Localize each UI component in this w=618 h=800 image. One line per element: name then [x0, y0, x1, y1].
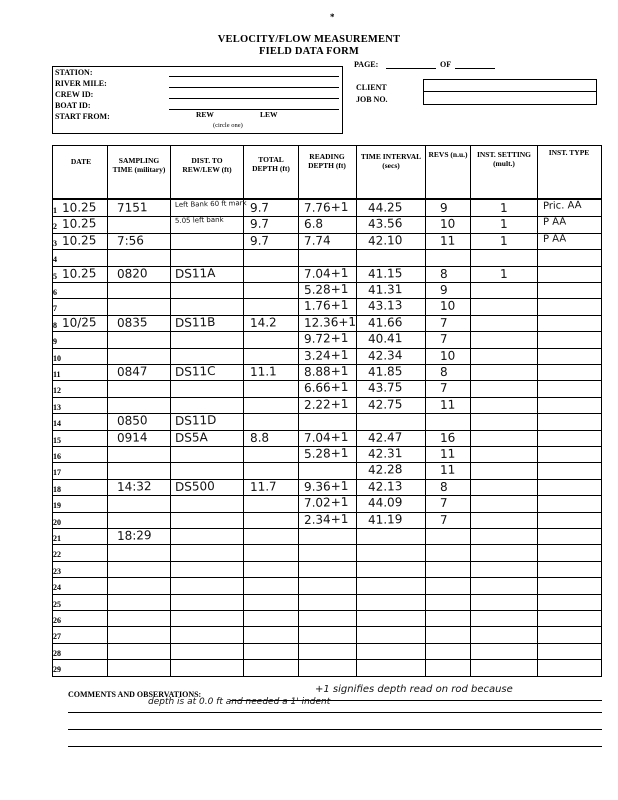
row-number: 12 [53, 386, 61, 395]
col-header-date: DATE [70, 157, 92, 166]
col-header-time-interval: TIME INTERVAL (secs) [360, 152, 422, 170]
cell-interval[interactable]: 42.75 [367, 397, 403, 412]
cell-setting[interactable]: 1 [499, 233, 508, 248]
boat-id-label: BOAT ID: [55, 101, 91, 110]
row-number: 14 [53, 419, 61, 428]
client-job-divider [424, 91, 596, 92]
cell-reading[interactable]: 7.74 [303, 233, 331, 248]
cell-reading[interactable]: 2.34+1 [303, 511, 349, 527]
cell-revs[interactable]: 10 [439, 298, 456, 313]
row-number: 1 [53, 206, 57, 215]
station-field[interactable] [169, 76, 339, 77]
cell-revs[interactable]: 7 [439, 512, 448, 527]
cell-revs[interactable]: 11 [439, 397, 456, 412]
comment-line[interactable] [68, 746, 602, 747]
row-line [52, 216, 601, 217]
cell-revs[interactable]: 11 [439, 233, 456, 248]
col-header-total-depth: TOTAL DEPTH (ft) [252, 155, 290, 173]
row-line [52, 544, 601, 545]
cell-date[interactable]: 10.25 [61, 216, 97, 231]
cell-total[interactable]: 14.2 [249, 315, 277, 330]
row-number: 9 [53, 337, 57, 346]
row-number: 23 [53, 567, 61, 576]
cell-interval[interactable]: 42.47 [367, 430, 403, 445]
cell-reading[interactable]: 2.22+1 [303, 396, 349, 412]
cell-total[interactable]: 11.7 [249, 479, 277, 494]
col-divider [107, 145, 108, 676]
cell-reading[interactable]: 3.24+1 [303, 347, 349, 363]
cell-type[interactable]: P AA [542, 233, 567, 245]
cell-revs[interactable]: 7 [439, 495, 448, 510]
row-line [52, 577, 601, 578]
cell-interval[interactable]: 41.66 [367, 315, 403, 330]
row-line [52, 594, 601, 595]
cell-interval[interactable]: 40.41 [367, 331, 403, 346]
cell-revs[interactable]: 16 [439, 430, 456, 445]
cell-interval[interactable]: 43.75 [367, 380, 403, 395]
cell-dist[interactable]: DS11D [174, 412, 217, 428]
row-line [52, 659, 601, 660]
cell-revs[interactable]: 11 [439, 462, 456, 477]
row-number: 29 [53, 665, 61, 674]
cell-interval[interactable]: 42.13 [367, 479, 403, 494]
row-line [52, 462, 601, 463]
row-number: 28 [53, 649, 61, 658]
cell-interval[interactable]: 41.19 [367, 512, 403, 527]
row-number: 5 [53, 272, 57, 281]
form-subtitle: FIELD DATA FORM [258, 46, 360, 57]
station-label: STATION: [55, 68, 93, 77]
comment-text-2: depth is at 0.0 ft and needed a 1' indent [148, 697, 331, 707]
cell-date[interactable]: 10.25 [61, 233, 97, 248]
river-mile-field[interactable] [169, 87, 339, 88]
row-number: 15 [53, 436, 61, 445]
cell-interval[interactable]: 41.31 [367, 282, 403, 297]
cell-revs[interactable]: 7 [439, 315, 448, 330]
cell-reading[interactable]: 5.28+1 [303, 445, 349, 461]
col-header-revs: REVS (n.u.) [428, 150, 468, 159]
cell-reading[interactable]: 7.76+1 [303, 199, 349, 215]
cell-time[interactable]: 0820 [116, 266, 148, 281]
comments-label: COMMENTS AND OBSERVATIONS: [68, 690, 202, 699]
cell-reading[interactable]: 7.04+1 [303, 265, 349, 281]
cell-time[interactable]: 0914 [116, 430, 148, 445]
row-number: 17 [53, 468, 61, 477]
cell-time[interactable]: 0835 [116, 315, 148, 330]
cell-interval[interactable]: 44.09 [367, 495, 403, 510]
cell-interval[interactable]: 41.15 [367, 266, 403, 281]
cell-setting[interactable]: 1 [499, 200, 508, 215]
comment-line[interactable] [68, 729, 602, 730]
col-divider [243, 145, 244, 676]
cell-revs[interactable]: 10 [439, 216, 456, 231]
row-number: 6 [53, 288, 57, 297]
cell-revs[interactable]: 9 [439, 282, 448, 297]
cell-interval[interactable]: 44.25 [367, 200, 403, 215]
row-number: 20 [53, 518, 61, 527]
cell-dist[interactable]: DS5A [174, 430, 208, 445]
cell-dist[interactable]: Left Bank 60 ft mark [174, 199, 247, 209]
boat-id-field[interactable] [169, 109, 339, 110]
row-line [52, 643, 601, 644]
row-number: 13 [53, 403, 61, 412]
cell-interval[interactable]: 43.13 [367, 298, 403, 313]
cell-reading[interactable]: 8.88+1 [303, 363, 349, 379]
row-line [52, 249, 601, 250]
col-divider [470, 145, 471, 676]
cell-revs[interactable]: 11 [439, 446, 456, 461]
cell-dist[interactable]: 5.05 left bank [174, 215, 224, 225]
cell-interval[interactable]: 42.31 [367, 446, 403, 461]
of-label: OF [440, 60, 452, 69]
comment-line[interactable] [68, 712, 602, 713]
row-number: 10 [53, 354, 61, 363]
cell-date[interactable]: 10/25 [61, 315, 97, 330]
client-label: CLIENT [356, 83, 387, 92]
cell-dist[interactable]: DS11A [174, 265, 216, 281]
row-number: 22 [53, 550, 61, 559]
row-number: 27 [53, 632, 61, 641]
cell-reading[interactable]: 7.02+1 [303, 494, 349, 510]
cell-dist[interactable]: DS11B [174, 314, 216, 330]
col-header-reading-depth: READING DEPTH (ft) [308, 152, 346, 170]
col-divider [170, 145, 171, 676]
form-title: VELOCITY/FLOW MEASUREMENT [217, 34, 401, 45]
start-from-label: START FROM: [55, 112, 110, 121]
cell-reading[interactable]: 9.72+1 [303, 330, 349, 346]
cell-interval[interactable]: 42.10 [367, 233, 403, 248]
cell-time[interactable]: 0850 [116, 413, 148, 428]
row-number: 3 [53, 239, 57, 248]
row-number: 25 [53, 600, 61, 609]
circle-one-hint: (circle one) [213, 122, 243, 129]
cell-time[interactable]: 7151 [116, 200, 148, 215]
lew-option[interactable]: LEW [260, 110, 278, 119]
comment-text-1: +1 signifies depth read on rod because [315, 684, 513, 695]
cell-total[interactable]: 9.7 [249, 233, 270, 248]
page-number-field[interactable] [386, 68, 436, 69]
row-number: 4 [53, 255, 57, 264]
col-divider [537, 145, 538, 676]
cell-reading[interactable]: 6.66+1 [303, 379, 349, 395]
col-header-sampling-time: SAMPLING TIME (military) [112, 156, 166, 174]
cell-revs[interactable]: 8 [439, 266, 448, 281]
cell-revs[interactable]: 10 [439, 348, 456, 363]
col-header-inst-type: INST. TYPE [548, 148, 590, 157]
cell-revs[interactable]: 8 [439, 364, 448, 379]
row-number: 24 [53, 583, 61, 592]
col-divider [298, 145, 299, 676]
cell-interval[interactable]: 41.85 [367, 364, 403, 379]
cell-total[interactable]: 8.8 [249, 430, 270, 445]
row-number: 26 [53, 616, 61, 625]
cell-interval[interactable]: 43.56 [367, 216, 403, 231]
row-number: 2 [53, 222, 57, 231]
cell-date[interactable]: 10.25 [61, 266, 97, 281]
row-number: 19 [53, 501, 61, 510]
page-total-field[interactable] [455, 68, 495, 69]
col-divider [356, 145, 357, 676]
row-line [52, 626, 601, 627]
cell-time[interactable]: 0847 [116, 364, 148, 379]
cell-reading[interactable]: 9.36+1 [303, 478, 349, 494]
page-label: PAGE: [354, 60, 379, 69]
cell-total[interactable]: 11.1 [249, 364, 277, 379]
cell-dist[interactable]: DS500 [174, 478, 215, 494]
row-number: 11 [53, 370, 61, 379]
cell-interval[interactable]: 42.28 [367, 462, 403, 477]
cell-total[interactable]: 9.7 [249, 216, 270, 231]
cell-revs[interactable]: 8 [439, 479, 448, 494]
row-number: 18 [53, 485, 61, 494]
client-job-box[interactable] [423, 79, 597, 105]
station-info-box [52, 66, 343, 134]
row-number: 8 [53, 321, 57, 330]
cell-total[interactable]: 9.7 [249, 200, 270, 215]
col-header-dist: DIST. TO REW/LEW (ft) [182, 156, 232, 174]
job-no-label: JOB NO. [356, 95, 388, 104]
cell-reading[interactable]: 7.04+1 [303, 429, 349, 445]
col-header-inst-setting: INST. SETTING (mult.) [476, 150, 532, 168]
cell-setting[interactable]: 1 [499, 216, 508, 231]
crew-id-field[interactable] [169, 98, 339, 99]
row-line [52, 610, 601, 611]
col-divider [425, 145, 426, 676]
cell-interval[interactable]: 42.34 [367, 348, 403, 363]
cell-time[interactable]: 14:32 [116, 479, 152, 494]
cell-revs[interactable]: 7 [439, 380, 448, 395]
cell-setting[interactable]: 1 [499, 266, 508, 281]
cell-type[interactable]: P AA [542, 216, 567, 228]
cell-reading[interactable]: 6.8 [303, 216, 324, 231]
cell-reading[interactable]: 5.28+1 [303, 281, 349, 297]
cell-time[interactable]: 7:56 [116, 233, 145, 248]
river-mile-label: RIVER MILE: [55, 79, 107, 88]
row-line [52, 561, 601, 562]
cell-date[interactable]: 10.25 [61, 200, 97, 215]
cell-reading[interactable]: 1.76+1 [303, 297, 349, 313]
row-number: 16 [53, 452, 61, 461]
cell-time[interactable]: 18:29 [116, 528, 152, 543]
cell-dist[interactable]: DS11C [174, 363, 216, 379]
cell-type[interactable]: Pric. AA [542, 199, 582, 212]
crew-id-label: CREW ID: [55, 90, 94, 99]
cell-revs[interactable]: 9 [439, 200, 448, 215]
row-number: 21 [53, 534, 61, 543]
cell-revs[interactable]: 7 [439, 331, 448, 346]
cell-reading[interactable]: 12.36+1 [303, 314, 357, 330]
row-number: 7 [53, 304, 57, 313]
rew-option[interactable]: REW [196, 110, 214, 119]
page-mark: * [330, 12, 335, 22]
